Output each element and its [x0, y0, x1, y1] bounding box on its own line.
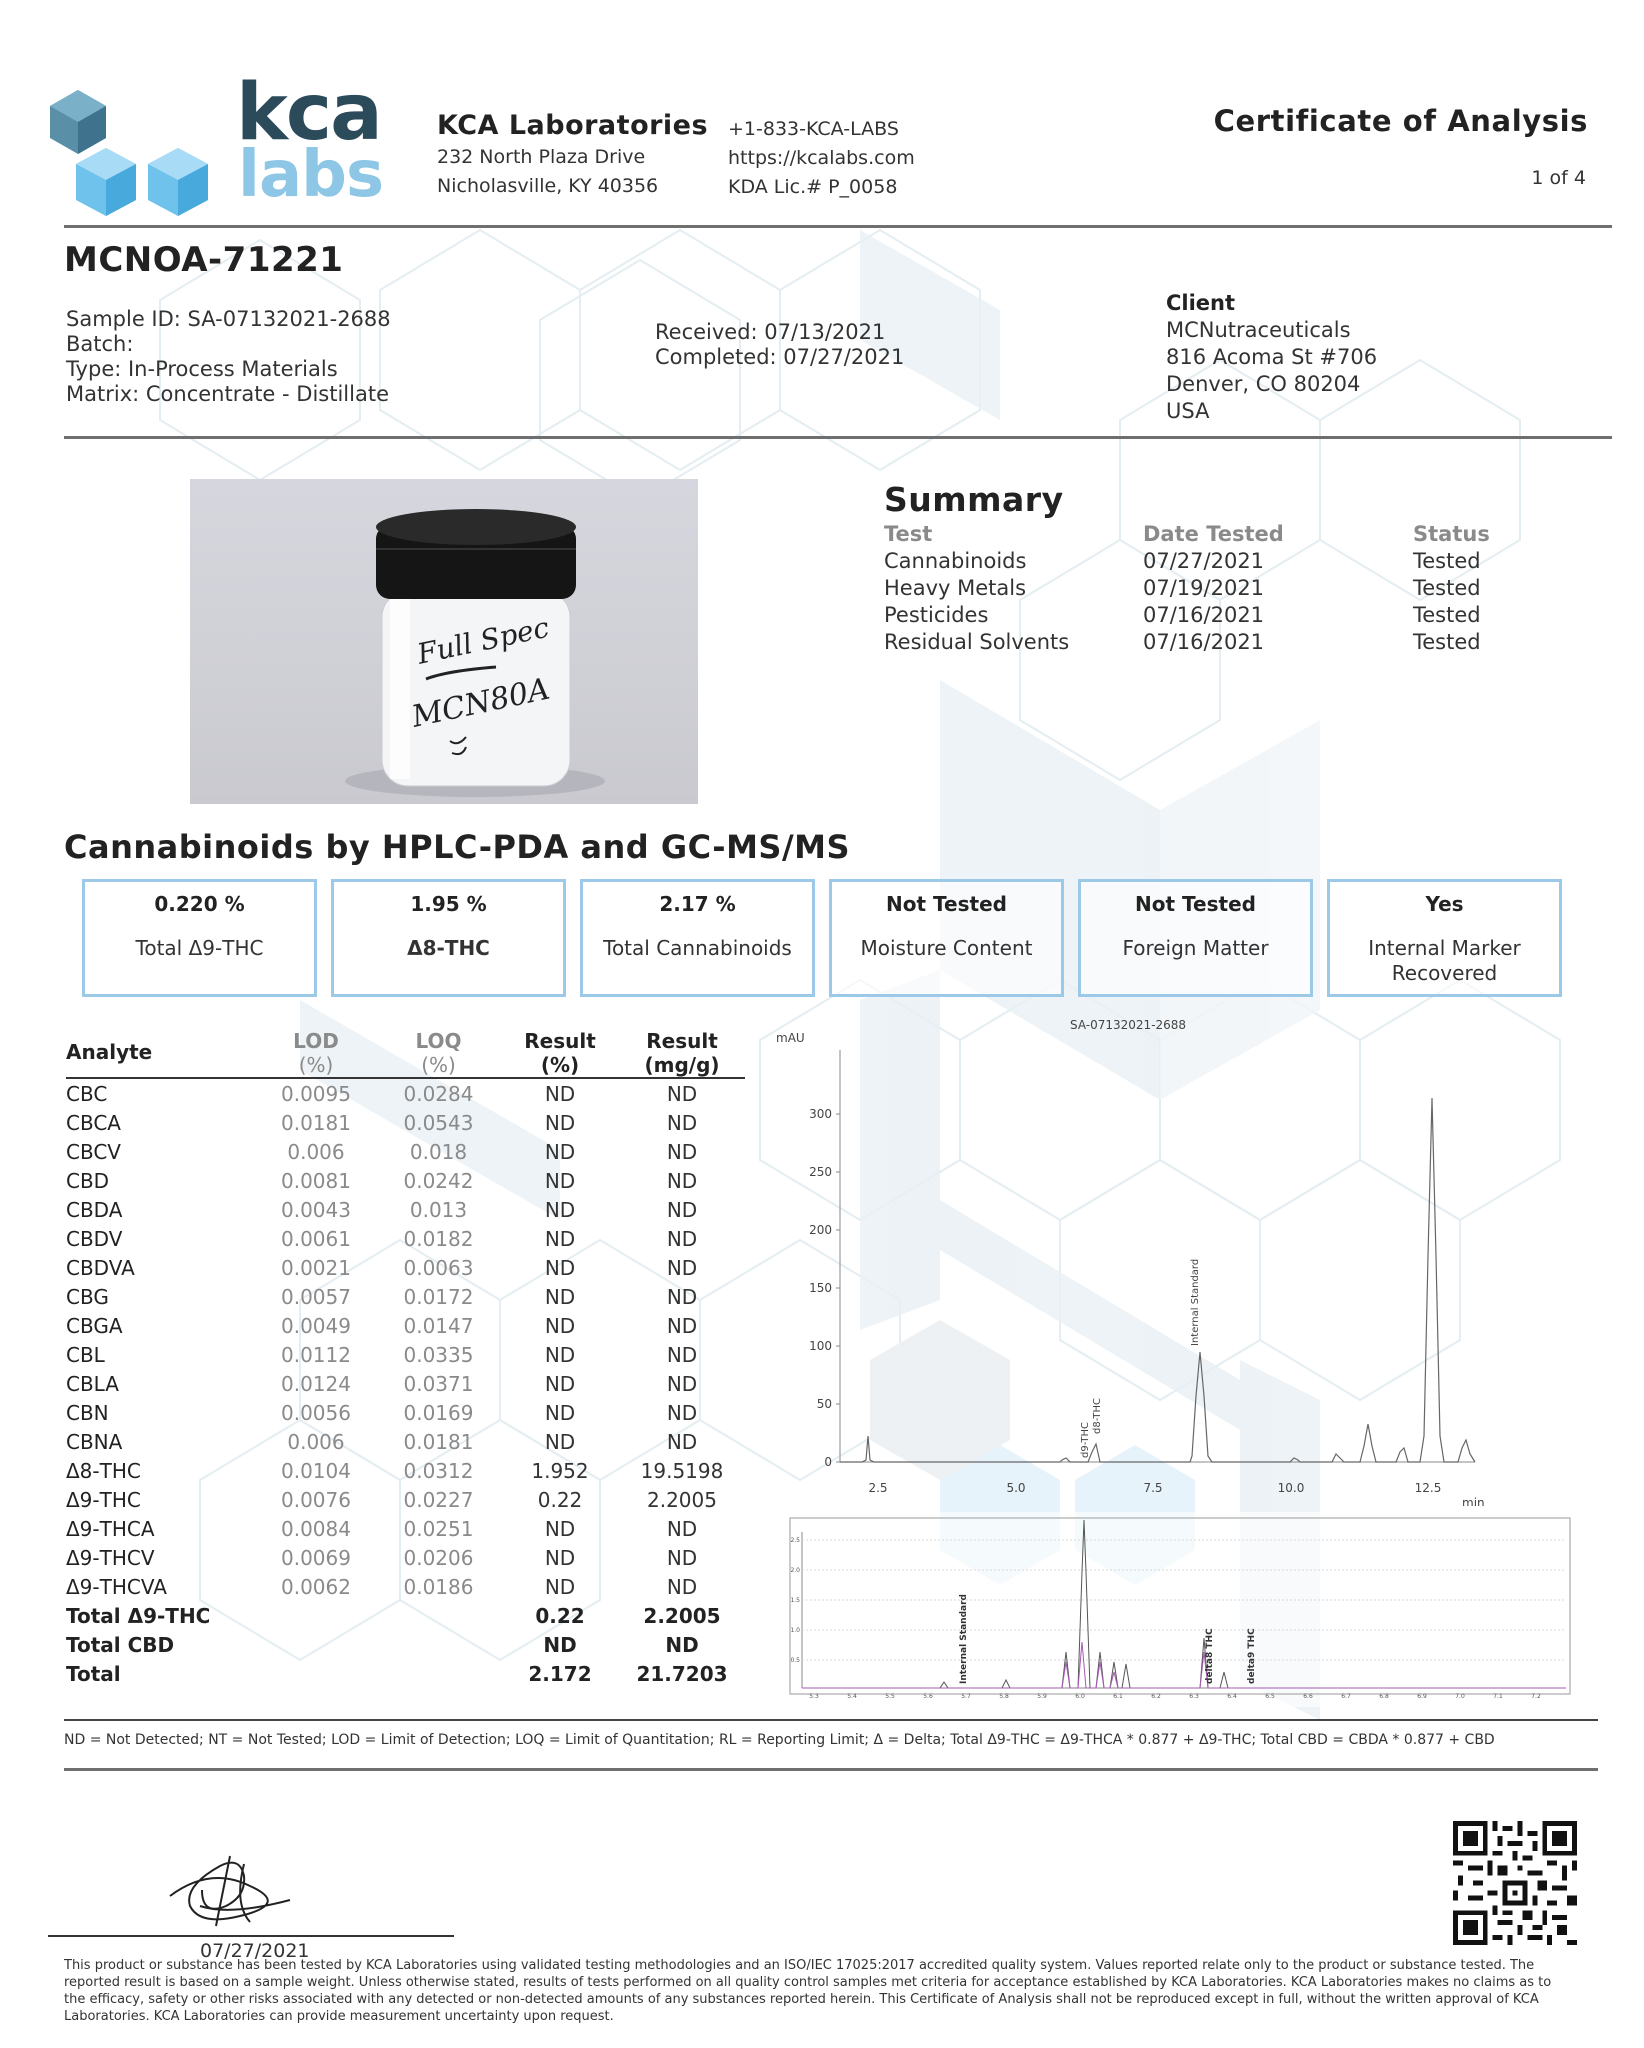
product-id: MCNOA-71221: [64, 240, 344, 280]
page-number: 1 of 4: [1531, 167, 1586, 189]
kpi-total-d9-thc: [82, 879, 317, 997]
kpi-label: Moisture Content: [860, 936, 1033, 960]
summary-title: Summary: [884, 480, 1064, 519]
x-tick-label: 6.4: [1227, 1693, 1237, 1700]
summary-test: Heavy Metals: [884, 576, 1027, 600]
x-tick-label: 12.5: [1414, 1481, 1442, 1495]
total-row: Total 2.172 21.7203: [66, 1661, 728, 1686]
hplc-chromatogram: [770, 1016, 1510, 1506]
client-label: Client: [1166, 291, 1236, 315]
summary-date: 07/16/2021: [1143, 630, 1265, 654]
sample-matrix: Matrix: Concentrate - Distillate: [66, 382, 389, 406]
table-row: CBGA 0.0049 0.0147 ND ND: [66, 1313, 698, 1338]
kpi-value: 2.17 %: [659, 892, 736, 916]
kpi-value: Not Tested: [886, 892, 1007, 916]
peak-label-internal-standard: Internal Standard: [1190, 1258, 1201, 1346]
summary-row: [884, 603, 1504, 630]
footnote-divider: [64, 1768, 1598, 1771]
x-tick-label: 6.8: [1379, 1693, 1389, 1700]
table-row: CBNA 0.006 0.0181 ND ND: [66, 1429, 698, 1454]
table-row: CBG 0.0057 0.0172 ND ND: [66, 1284, 698, 1309]
table-row: Δ9-THCVA 0.0062 0.0186 ND ND: [66, 1574, 698, 1599]
sample-batch: Batch:: [66, 332, 134, 356]
chromatogram-unit-min: min: [1462, 1496, 1485, 1506]
col-lod: LOD (%): [293, 1029, 339, 1077]
y-tick-label: 100: [809, 1339, 832, 1353]
table-row: CBL 0.0112 0.0335 ND ND: [66, 1342, 698, 1367]
summary-status: Tested: [1413, 576, 1481, 600]
summary-test: Pesticides: [884, 603, 989, 627]
signature-line: [48, 1935, 454, 1937]
client-name: MCNutraceuticals: [1166, 318, 1351, 342]
x-tick-label: 6.0: [1075, 1693, 1085, 1700]
sample-type: Type: In-Process Materials: [66, 357, 338, 381]
x-tick-label: 5.0: [1006, 1481, 1026, 1495]
vial-label-line1: Full Spec: [414, 610, 552, 671]
x-tick-label: 6.3: [1189, 1693, 1199, 1700]
col-result-mg: Result (mg/g): [644, 1029, 720, 1077]
table-row: CBC 0.0095 0.0284 ND ND: [66, 1081, 698, 1106]
kca-logo: [40, 68, 400, 217]
summary-row: [884, 576, 1504, 603]
lab-website[interactable]: https://kcalabs.com: [728, 147, 915, 169]
table-row: CBDV 0.0061 0.0182 ND ND: [66, 1226, 698, 1251]
kpi-label: Internal Marker Recovered: [1368, 936, 1521, 985]
table-row: CBCV 0.006 0.018 ND ND: [66, 1139, 698, 1164]
table-row: CBDVA 0.0021 0.0063 ND ND: [66, 1255, 698, 1280]
summary-date: 07/19/2021: [1143, 576, 1265, 600]
summary-header-row: [884, 522, 1504, 549]
table-row: CBDA 0.0043 0.013 ND ND: [66, 1197, 698, 1222]
table-row: Δ8-THC 0.0104 0.0312 1.952 19.5198: [66, 1458, 724, 1483]
y-tick-label: 2.0: [790, 1567, 800, 1574]
total-row: Total Δ9-THC 0.22 2.2005: [66, 1603, 721, 1628]
client-city: Denver, CO 80204: [1166, 372, 1361, 396]
product-photo: [190, 479, 698, 804]
y-tick-label: 1.5: [790, 1597, 800, 1604]
lab-phone: +1-833-KCA-LABS: [728, 118, 899, 140]
y-tick-label: 300: [809, 1107, 832, 1121]
signature-date: 07/27/2021: [200, 1940, 310, 1962]
x-tick-label: 6.5: [1265, 1693, 1275, 1700]
results-divider: [64, 1719, 1598, 1721]
kpi-label: Δ8-THC: [407, 936, 490, 960]
x-tick-label: 7.0: [1455, 1693, 1465, 1700]
summary-status: Tested: [1413, 603, 1481, 627]
y-tick-label: 150: [809, 1281, 832, 1295]
logo-wordmark-labs: labs: [238, 138, 384, 212]
table-row: Δ9-THCA 0.0084 0.0251 ND ND: [66, 1516, 698, 1541]
y-tick-label: 0.5: [790, 1657, 800, 1664]
summary-table: [884, 522, 1504, 657]
chromatogram-sample-label: SA-07132021-2688: [1070, 1018, 1187, 1032]
logo-wordmark-kca: kca: [236, 68, 381, 158]
table-row: Δ9-THC 0.0076 0.0227 0.22 2.2005: [66, 1487, 717, 1512]
col-analyte: Analyte: [66, 1039, 153, 1064]
legal-disclaimer: This product or substance has been tested by KCA Laboratories using validated testing methodologies and an ISO/IEC 17025:2017 accredited quality system. Values reported relate only to the product or substance tested. The reported result is based on a sample weight. Unless otherwise stated, results of tests performed on all quality control samples met criteria for acceptance established by KCA Laboratories. KCA Laboratories makes no claims as to the efficacy, safety or other risks associated with any detected or non-detected amounts of any substances reported herein. This Certificate of Analysis shall not be reproduced except in full, without the written approval of KCA Laboratories. KCA Laboratories can provide measurement uncertainty upon request.: [64, 1958, 1552, 2024]
summary-status: Tested: [1413, 549, 1481, 573]
document-title: Certificate of Analysis: [1213, 104, 1588, 138]
y-tick-label: 2.5: [790, 1537, 800, 1544]
table-header-row: [66, 1026, 745, 1078]
kpi-label: Foreign Matter: [1122, 936, 1269, 960]
summary-test: Cannabinoids: [884, 549, 1027, 573]
summary-status: Tested: [1413, 630, 1481, 654]
peak-label-delta8-thc: delta8 THC: [1205, 1628, 1215, 1684]
kpi-label: Total Δ9-THC: [135, 936, 264, 960]
sample-details: [66, 307, 391, 407]
kpi-moisture-content: [829, 879, 1064, 997]
header-divider: [64, 225, 1612, 228]
peak-label-d9-thc: d9-THC: [1080, 1421, 1091, 1458]
kpi-label: Total Cannabinoids: [603, 936, 792, 960]
table-row: CBLA 0.0124 0.0371 ND ND: [66, 1371, 698, 1396]
x-tick-label: 7.5: [1143, 1481, 1163, 1495]
sample-id: Sample ID: SA-07132021-2688: [66, 307, 391, 331]
y-tick-label: 250: [809, 1165, 832, 1179]
sample-dates: [655, 320, 904, 370]
summary-test: Residual Solvents: [884, 630, 1070, 654]
lab-name: KCA Laboratories: [437, 110, 709, 141]
x-tick-label: 5.5: [885, 1693, 895, 1700]
total-row: Total CBD ND ND: [66, 1632, 699, 1657]
x-tick-label: 6.6: [1303, 1693, 1313, 1700]
cannabinoids-section-title: Cannabinoids by HPLC-PDA and GC-MS/MS: [64, 828, 851, 866]
table-body: [66, 1078, 745, 1688]
kpi-internal-marker: [1327, 879, 1562, 997]
table-row: CBD 0.0081 0.0242 ND ND: [66, 1168, 698, 1193]
kpi-value: 0.220 %: [154, 892, 245, 916]
x-tick-label: 5.8: [999, 1693, 1009, 1700]
table-row: CBCA 0.0181 0.0543 ND ND: [66, 1110, 698, 1135]
peak-label-d8-thc: d8-THC: [1092, 1397, 1103, 1434]
x-tick-label: 10.0: [1277, 1481, 1305, 1495]
x-tick-label: 2.5: [868, 1481, 888, 1495]
lab-contact: [728, 115, 915, 202]
summary-header-status: Status: [1413, 522, 1490, 546]
kpi-foreign-matter: [1078, 879, 1313, 997]
logo-cubes-icon: [40, 82, 220, 217]
x-tick-label: 6.2: [1151, 1693, 1161, 1700]
x-tick-label: 7.1: [1493, 1693, 1503, 1700]
kpi-d8-thc: [331, 879, 566, 997]
col-result-pct: Result (%): [524, 1029, 596, 1077]
completed-date: Completed: 07/27/2021: [655, 345, 905, 369]
chromatogram-unit-mau: mAU: [776, 1031, 805, 1045]
y-tick-label: 50: [816, 1397, 832, 1411]
cannabinoid-results-table: [66, 1026, 745, 1688]
y-tick-label: 1.0: [790, 1627, 800, 1634]
summary-header-date: Date Tested: [1143, 522, 1284, 546]
client-block: [1166, 289, 1377, 425]
kpi-value: 1.95 %: [410, 892, 487, 916]
peak-label-internal-standard: Internal Standard: [959, 1594, 969, 1684]
client-street: 816 Acoma St #706: [1166, 345, 1378, 369]
abbreviations-footnote: ND = Not Detected; NT = Not Tested; LOD = Limit of Detection; LOQ = Limit of Quantitation; RL = Reporting Limit; Δ = Delta; Total Δ9-THC = Δ9-THCA * 0.877 + Δ9-THC; Total CBD = CBDA * 0.877 + CBD: [64, 1732, 1495, 1748]
hplc-trace: [840, 1098, 1475, 1462]
y-tick-label: 0: [824, 1455, 832, 1469]
x-tick-label: 5.6: [923, 1693, 933, 1700]
summary-row: [884, 630, 1504, 657]
lab-info: [437, 110, 708, 201]
summary-date: 07/16/2021: [1143, 603, 1265, 627]
x-tick-label: 6.1: [1113, 1693, 1123, 1700]
kpi-value: Not Tested: [1135, 892, 1256, 916]
x-tick-label: 6.7: [1341, 1693, 1351, 1700]
x-tick-label: 5.7: [961, 1693, 971, 1700]
x-tick-label: 5.4: [847, 1693, 857, 1700]
gcms-chromatogram: [780, 1512, 1580, 1707]
summary-row: [884, 549, 1504, 576]
lab-address-line2: Nicholasville, KY 40356: [437, 175, 659, 197]
x-tick-label: 7.2: [1531, 1693, 1541, 1700]
col-loq: LOQ (%): [415, 1029, 462, 1077]
x-tick-label: 5.3: [809, 1693, 819, 1700]
client-country: USA: [1166, 399, 1210, 423]
table-row: CBN 0.0056 0.0169 ND ND: [66, 1400, 698, 1425]
kpi-total-cannabinoids: [580, 879, 815, 997]
x-tick-label: 6.9: [1417, 1693, 1427, 1700]
y-tick-label: 200: [809, 1223, 832, 1237]
received-date: Received: 07/13/2021: [655, 320, 886, 344]
peak-label-delta9-thc: delta9 THC: [1247, 1628, 1257, 1684]
qr-code-icon[interactable]: [1453, 1821, 1577, 1945]
sample-divider: [64, 436, 1612, 439]
lab-license: KDA Lic.# P_0058: [728, 176, 898, 198]
vial-illustration: [190, 479, 698, 804]
x-tick-label: 5.9: [1037, 1693, 1047, 1700]
vial-label-line2: MCN80A: [408, 671, 553, 735]
signature-image: [160, 1836, 310, 1946]
summary-header-test: Test: [884, 522, 933, 546]
kpi-value: Yes: [1425, 892, 1464, 916]
summary-date: 07/27/2021: [1143, 549, 1265, 573]
lab-address-line1: 232 North Plaza Drive: [437, 146, 646, 168]
table-row: Δ9-THCV 0.0069 0.0206 ND ND: [66, 1545, 698, 1570]
